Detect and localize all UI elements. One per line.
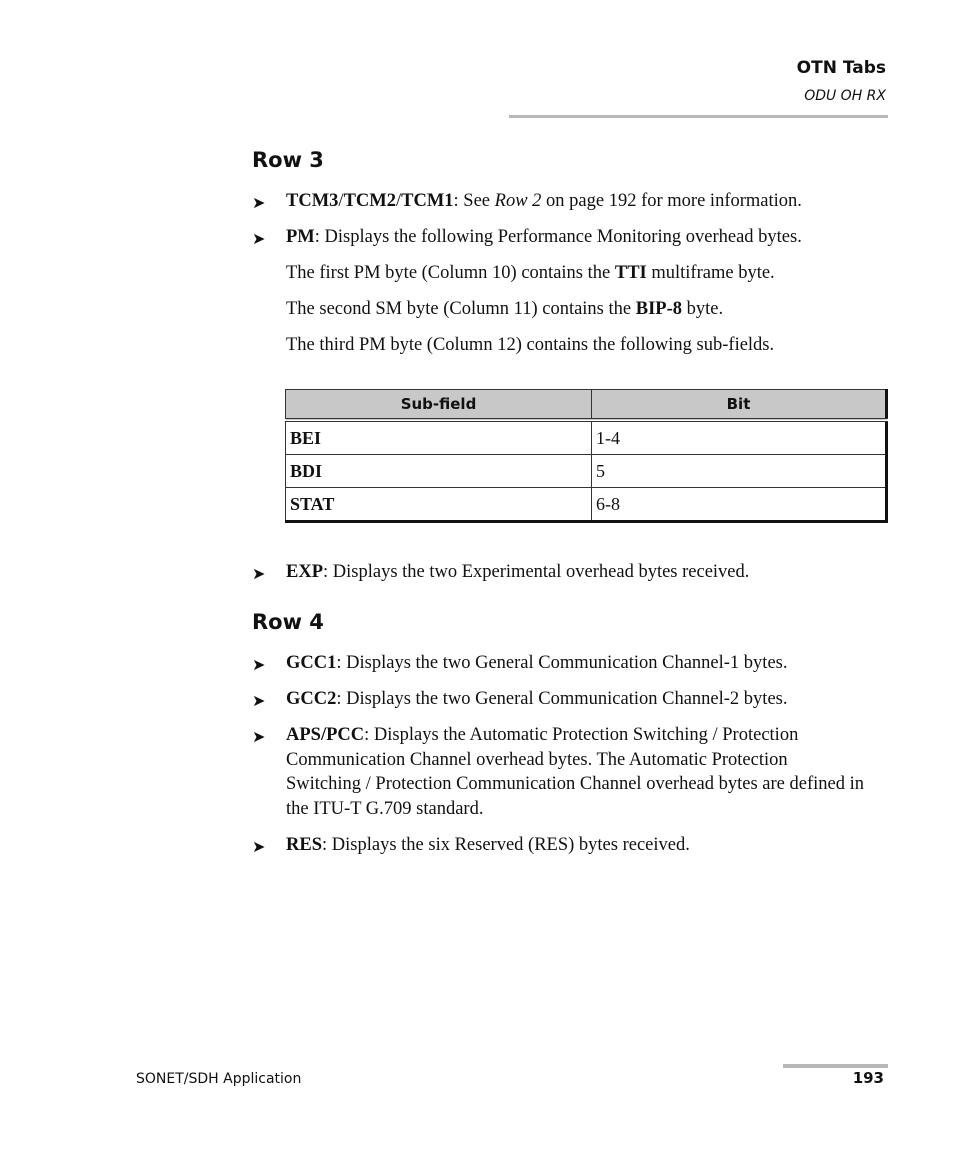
table-header-row <box>286 390 887 421</box>
bullet-arrow-icon: ➤ <box>252 193 266 212</box>
table-row <box>286 488 887 522</box>
table-cell-field: BEI <box>286 420 592 455</box>
table-row <box>286 455 887 488</box>
bullet-arrow-icon: ➤ <box>252 691 266 710</box>
pm-paragraph-1: The first PM byte (Column 10) contains the TTI multiframe byte. <box>286 263 775 283</box>
bullet-res: ➤ RES: Displays the six Reserved (RES) bytes received. <box>252 833 872 858</box>
page-number: 193 <box>852 1069 884 1087</box>
header-subtitle: ODU OH RX <box>804 88 886 104</box>
bullet-arrow-icon: ➤ <box>252 837 266 856</box>
table-cell-field: STAT <box>286 488 592 522</box>
table-cell-bit: 5 <box>592 455 887 488</box>
bullet-pm: ➤ PM: Displays the following Performance Monitoring overhead bytes. <box>252 225 872 250</box>
bullet-arrow-icon: ➤ <box>252 564 266 583</box>
bullet-arrow-icon: ➤ <box>252 655 266 674</box>
table-cell-field: BDI <box>286 455 592 488</box>
bullet-gcc2: ➤ GCC2: Displays the two General Communication Channel-2 bytes. <box>252 687 872 712</box>
header-rule <box>509 115 888 118</box>
table-row <box>286 420 887 455</box>
table-header-bit: Bit <box>592 390 887 421</box>
bullet-exp: ➤ EXP: Displays the two Experimental overhead bytes received. <box>252 560 872 585</box>
cross-reference: Row 2 <box>494 191 542 211</box>
bullet-aps-pcc: ➤ APS/PCC: Displays the Automatic Protection Switching / Protection Communication Channel overhead bytes. The Automatic Protection Switching / Protection Communication Channel overhead bytes are defined in the ITU-T G.709 standard. <box>252 725 864 819</box>
table-cell-bit: 6-8 <box>592 488 887 522</box>
bullet-gcc1: ➤ GCC1: Displays the two General Communication Channel-1 bytes. <box>252 651 872 676</box>
footer-rule <box>783 1064 888 1068</box>
bullet-arrow-icon: ➤ <box>252 229 266 248</box>
header-title: OTN Tabs <box>796 58 886 78</box>
footer-document-title: SONET/SDH Application <box>136 1071 302 1087</box>
subfield-table <box>285 389 888 523</box>
bullet-tcm: ➤ TCM3/TCM2/TCM1: See Row 2 on page 192 for more information. <box>252 189 872 214</box>
pm-paragraph-2: The second SM byte (Column 11) contains the BIP-8 byte. <box>286 299 724 319</box>
row4-heading: Row 4 <box>252 610 324 634</box>
bullet-arrow-icon: ➤ <box>252 727 266 746</box>
row3-heading: Row 3 <box>252 148 324 172</box>
table-cell-bit: 1-4 <box>592 420 887 455</box>
pm-paragraph-3: The third PM byte (Column 12) contains the following sub-fields. <box>286 335 775 355</box>
table-header-subfield: Sub-field <box>286 390 592 421</box>
